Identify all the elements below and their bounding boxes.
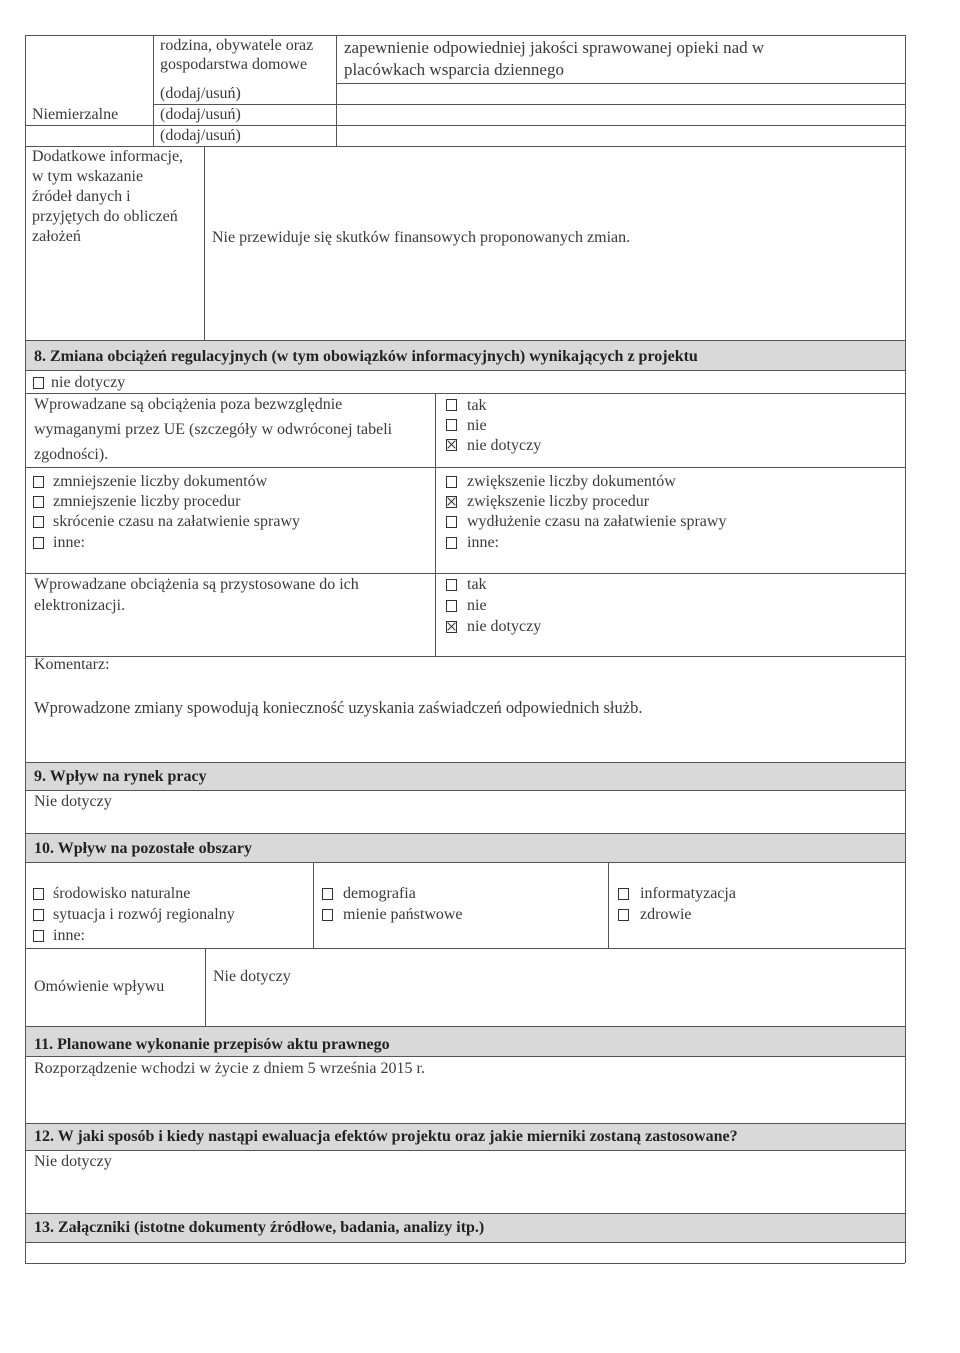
q2-line-1: Wprowadzane obciążenia są przystosowane do ich [34, 576, 359, 593]
q1-line-1: Wprowadzane są obciążenia poza bezwzględnie [34, 396, 343, 413]
increase-documents-checkbox[interactable] [446, 476, 457, 488]
increase-procedures-checkbox[interactable] [446, 496, 457, 508]
shorten-time-label: skrócenie czasu na załatwienie sprawy [53, 513, 300, 530]
state-property-label: mienie państwowe [343, 906, 463, 923]
row1-label-line1: rodzina, obywatele oraz [160, 37, 314, 54]
increase-documents-label: zwiększenie liczby dokumentów [467, 473, 676, 490]
regional-development-label: sytuacja i rozwój regionalny [53, 906, 235, 923]
q1-not-applicable-label: nie dotyczy [467, 437, 542, 454]
additional-info-line-2: w tym wskazanie [32, 168, 144, 185]
q2-no-checkbox[interactable] [446, 600, 457, 612]
section-10-title: 10. Wpływ na pozostałe obszary [34, 840, 252, 857]
q2-no-label: nie [467, 597, 487, 614]
q1-no-label: nie [467, 417, 487, 434]
q2-yes-label: tak [467, 576, 487, 593]
state-property-checkbox[interactable] [322, 909, 333, 921]
demography-checkbox[interactable] [322, 888, 333, 900]
informatization-checkbox[interactable] [618, 888, 629, 900]
impact-discussion-label: Omówienie wpływu [34, 978, 165, 995]
q1-yes-checkbox[interactable] [446, 399, 457, 411]
q1-no-checkbox[interactable] [446, 419, 457, 431]
q1-yes-label: tak [467, 397, 487, 414]
q1-not-applicable-checkbox[interactable] [446, 439, 457, 451]
section-9-title: 9. Wpływ na rynek pracy [34, 768, 207, 785]
row1-value-line1: zapewnienie odpowiedniej jakości sprawowanej opieki nad w [344, 38, 765, 57]
other-areas-checkbox[interactable] [33, 930, 44, 942]
unmeasurable-label: Niemierzalne [32, 106, 119, 123]
not-applicable-label: nie dotyczy [51, 374, 126, 391]
add-remove-link-2[interactable]: (dodaj/usuń) [160, 106, 241, 123]
section-12-text: Nie dotyczy [34, 1153, 112, 1170]
additional-info-line-1: Dodatkowe informacje, [32, 148, 184, 165]
other-areas-label: inne: [53, 927, 85, 944]
section-11-title: 11. Planowane wykonanie przepisów aktu prawnego [34, 1036, 390, 1053]
environment-checkbox[interactable] [33, 888, 44, 900]
row1-label-line2: gospodarstwa domowe [160, 56, 308, 73]
left-other-checkbox[interactable] [33, 537, 44, 549]
reduce-procedures-checkbox[interactable] [33, 496, 44, 508]
q2-line-2: elektronizacji. [34, 597, 126, 614]
reduce-documents-checkbox[interactable] [33, 476, 44, 488]
additional-info-line-5: założeń [32, 228, 81, 245]
section-12-title: 12. W jaki sposób i kiedy nastąpi ewaluacja efektów projektu oraz jakie mierniki zostaną zastosowane? [34, 1128, 738, 1145]
health-label: zdrowie [640, 906, 692, 923]
comment-text: Wprowadzone zmiany spowodują konieczność uzyskania zaświadczeń odpowiednich służb. [34, 698, 643, 717]
q2-yes-checkbox[interactable] [446, 579, 457, 591]
extend-time-checkbox[interactable] [446, 516, 457, 528]
impact-discussion-value: Nie dotyczy [213, 968, 291, 985]
section-13-title: 13. Załączniki (istotne dokumenty źródłowe, badania, analizy itp.) [34, 1219, 485, 1236]
additional-info-value: Nie przewiduje się skutków finansowych proponowanych zmian. [212, 229, 631, 246]
section-9-text: Nie dotyczy [34, 793, 112, 810]
regional-development-checkbox[interactable] [33, 909, 44, 921]
health-checkbox[interactable] [618, 909, 629, 921]
extend-time-label: wydłużenie czasu na załatwienie sprawy [467, 513, 727, 530]
q2-not-applicable-checkbox[interactable] [446, 621, 457, 633]
informatization-label: informatyzacja [640, 885, 736, 902]
left-other-label: inne: [53, 534, 85, 551]
comment-label: Komentarz: [34, 656, 110, 673]
reduce-procedures-label: zmniejszenie liczby procedur [53, 493, 241, 510]
additional-info-line-4: przyjętych do obliczeń [32, 208, 178, 225]
increase-procedures-label: zwiększenie liczby procedur [467, 493, 650, 510]
row1-value-line2: placówkach wsparcia dziennego [344, 60, 564, 79]
additional-info-line-3: źródeł danych i [32, 188, 131, 205]
section-11-text: Rozporządzenie wchodzi w życie z dniem 5 września 2015 r. [34, 1060, 425, 1077]
reduce-documents-label: zmniejszenie liczby dokumentów [53, 473, 268, 490]
q1-line-2: wymaganymi przez UE (szczegóły w odwróconej tabeli [34, 421, 393, 438]
section-8-title: 8. Zmiana obciążeń regulacyjnych (w tym obowiązków informacyjnych) wynikających z projektu [34, 348, 698, 365]
add-remove-link-1[interactable]: (dodaj/usuń) [160, 85, 241, 102]
q2-not-applicable-label: nie dotyczy [467, 618, 542, 635]
right-other-label: inne: [467, 534, 499, 551]
demography-label: demografia [343, 885, 416, 902]
add-remove-link-3[interactable]: (dodaj/usuń) [160, 127, 241, 144]
environment-label: środowisko naturalne [53, 885, 191, 902]
q1-line-3: zgodności). [34, 446, 109, 463]
shorten-time-checkbox[interactable] [33, 516, 44, 528]
right-other-checkbox[interactable] [446, 537, 457, 549]
not-applicable-checkbox[interactable] [33, 377, 44, 389]
